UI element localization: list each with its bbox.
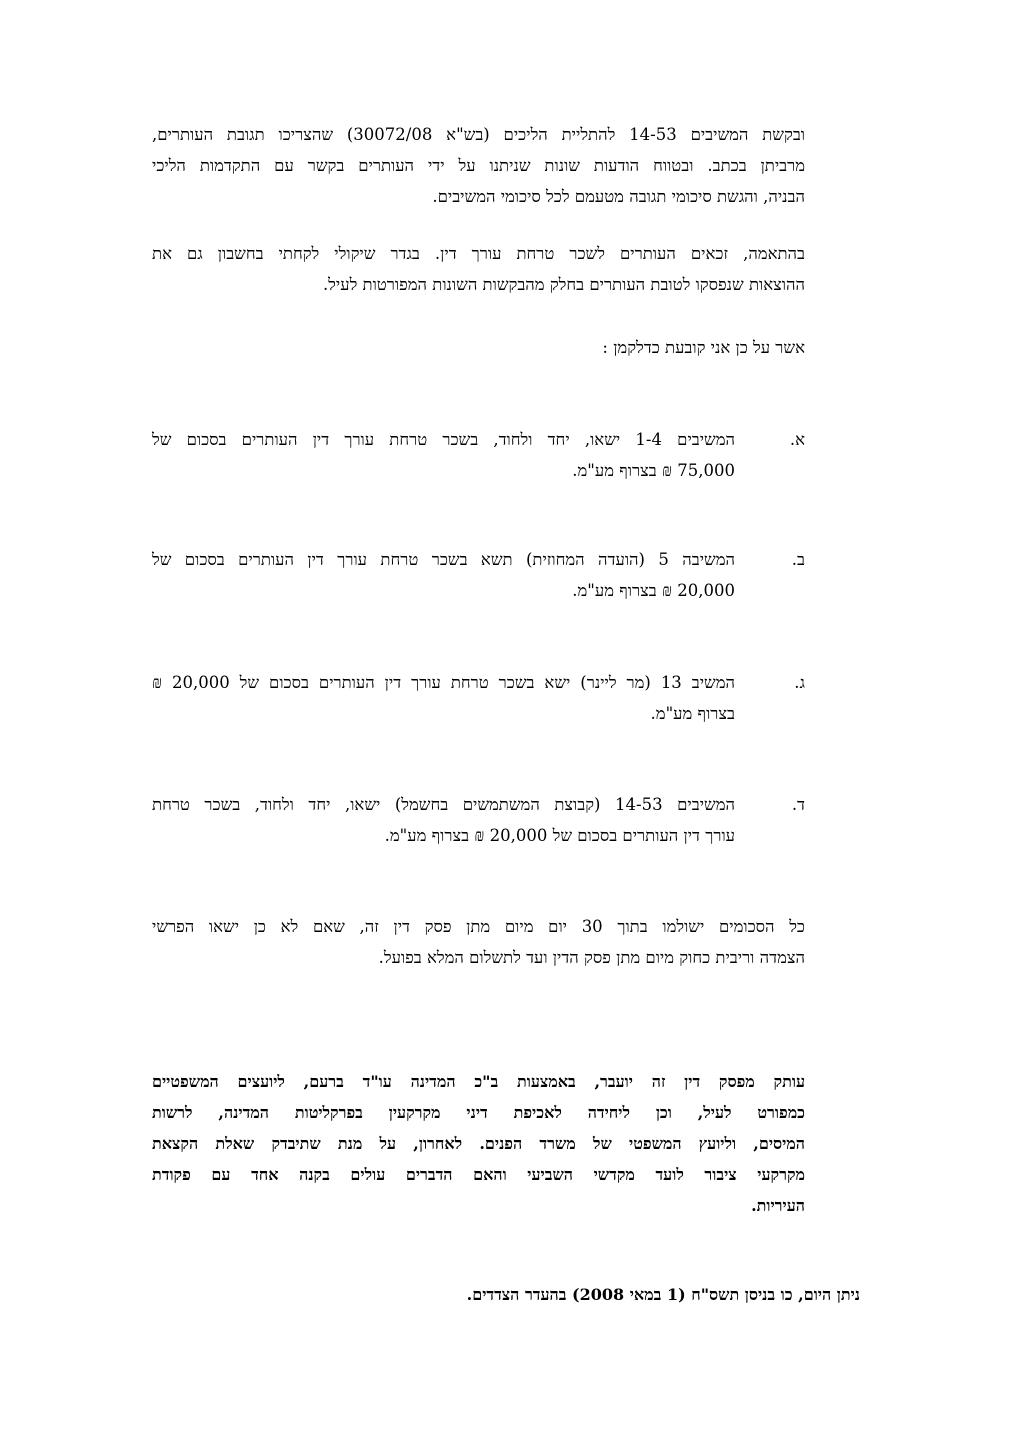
text-line: המיסים, וליועץ המשפטי של משרד הפנים. לאחרון, על מנת שתיבדק שאלת הקצאת [152, 1134, 805, 1153]
ruling-item-d [152, 789, 805, 851]
ruling-item-b [152, 544, 805, 606]
item-marker: א. [789, 430, 805, 449]
text-line: אשר על כן אני קובעת כדלקמן : [602, 338, 805, 357]
text-line: המשיב 13 (מר ליינר) ישא בשכר טרחת עורך דין העותרים בסכום של 20,000 ₪ [152, 673, 735, 692]
paragraph-copy-distribution [152, 1066, 805, 1221]
text-line: הבניה, והגשת סיכומי תגובה מטעמם לכל סיכומי המשיבים. [432, 187, 805, 206]
paragraph-entitlement [152, 238, 805, 300]
text-line: המשיבים 14-53 (קבוצת המשתמשים בחשמל) ישאו, יחד ולחוד, בשכר טרחת [152, 795, 735, 814]
ruling-item-a [152, 424, 805, 486]
item-body [152, 789, 735, 851]
text-line: המשיבה 5 (הועדה המחוזית) תשא בשכר טרחת עורך דין העותרים בסכום של [152, 550, 736, 569]
text-line: עורך דין העותרים בסכום של 20,000 ₪ בצרוף מע"מ. [384, 826, 735, 845]
text-line: כל הסכומים ישולמו בתוך 30 יום מיום מתן פסק דין זה, שאם לא כן ישאו הפרשי [152, 917, 806, 936]
item-body [152, 667, 735, 729]
text-line: מקרקעי ציבור לועד מקדשי השביעי והאם הדברים עולים בקנה אחד עם פקודת [152, 1165, 805, 1184]
text-line: בצרוף מע"מ. [650, 704, 735, 723]
paragraph-ruling-intro [152, 332, 805, 363]
text-line: ובקשת המשיבים 14-53 להתליית הליכים (בש"א 30072/08) שהצריכו תגובת העותרים, [152, 125, 805, 144]
item-marker: ד. [791, 795, 805, 814]
text-line: בהתאמה, זכאים העותרים לשכר טרחת עורך דין. בגדר שיקולי לקחתי בחשבון גם את [152, 244, 805, 263]
text-line: המשיבים 1-4 ישאו, יחד ולחוד, בשכר טרחת עורך דין העותרים בסכום של [152, 430, 736, 449]
closing-date-line: ניתן היום, כו בניסן תשס"ח (1 במאי 2008) בהעדר הצדדים. [466, 1285, 860, 1304]
text-line: מרביתן בכתב. ובטווח הודעות שונות שניתנו על ידי העותרים בקשר עם התקדמות הליכי [152, 156, 805, 175]
paragraph-payment-terms [152, 911, 805, 973]
text-line: 20,000 ₪ בצרוף מע"מ. [572, 581, 735, 600]
text-line: הצמדה וריבית כחוק מיום מתן פסק הדין ועד לתשלום המלא בפועל. [378, 948, 805, 967]
item-body [152, 544, 735, 606]
item-marker: ב. [791, 550, 805, 569]
item-body [152, 424, 735, 486]
text-line: כמפורט לעיל, וכן ליחידה לאכיפת דיני מקרקעין בפרקליטות המדינה, לרשות [152, 1103, 805, 1122]
paragraph-proceedings [152, 119, 805, 212]
text-line: 75,000 ₪ בצרוף מע"מ. [572, 461, 735, 480]
ruling-item-c [152, 667, 805, 729]
text-line: עותק מפסק דין זה יועבר, באמצעות ב"כ המדינה עו"ד ברעם, ליועצים המשפטיים [152, 1072, 806, 1091]
text-line: העיריות. [751, 1196, 805, 1215]
text-line: ההוצאות שנפסקו לטובת העותרים בחלק מהבקשות השונות המפורטות לעיל. [322, 275, 805, 294]
item-marker: ג. [794, 673, 805, 692]
